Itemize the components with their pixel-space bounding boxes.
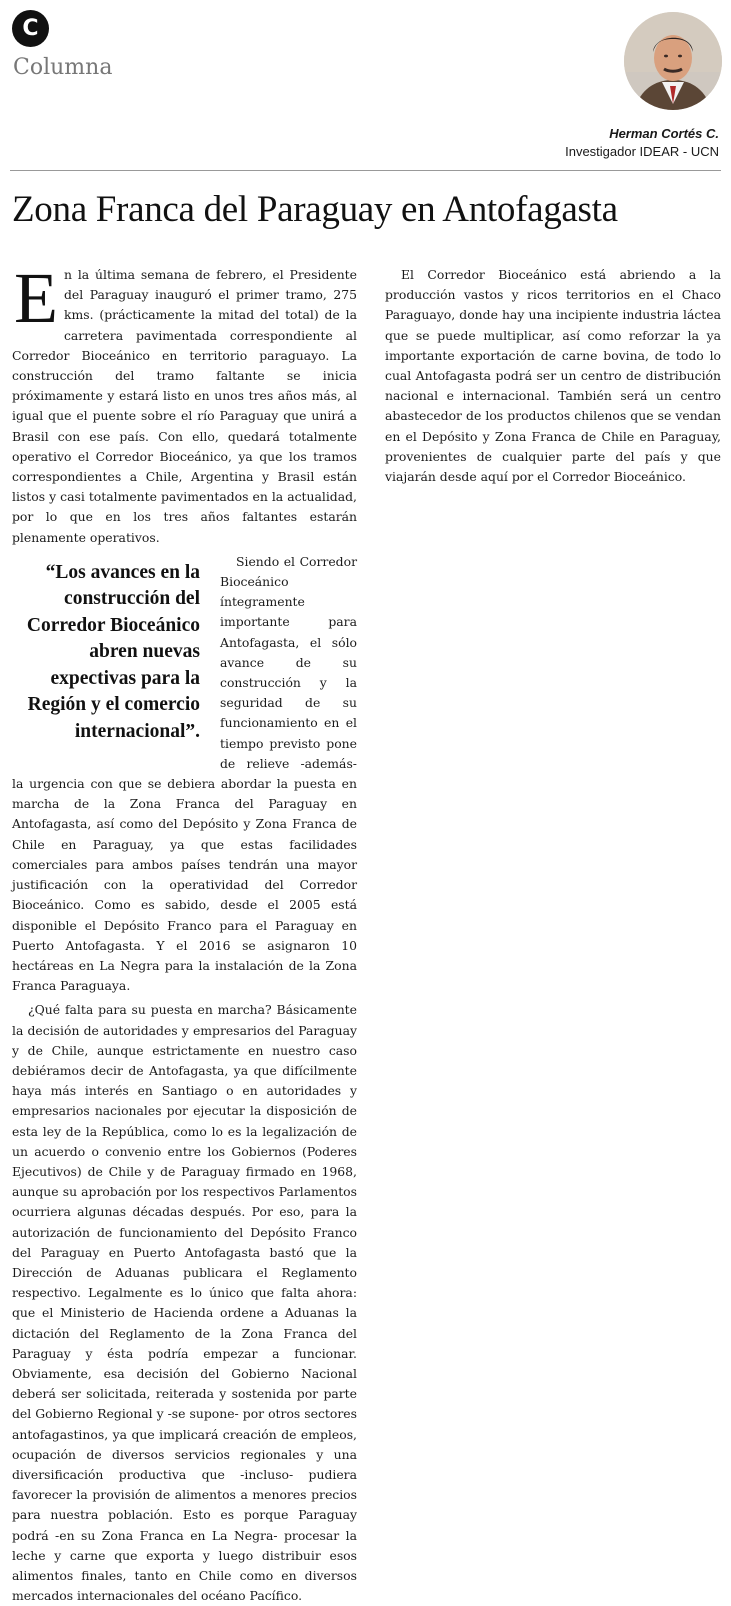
paragraph-4: El Corredor Bioceánico está abriendo a la producción vastos y ricos territorios en el Chaco Paraguayo, donde hay una incipiente industria láctea que se puede multiplicar, así como reforzar la ya importante exportación de carne bovina, de todo lo cual Antofagasta podrá ser un centro de distribución nacional e internacional. También será un centro abastecedor de los productos chilenos que se vendan en el Depósito y Zona Franca de Chile en Paraguay, provenientes de cualquier parte del país y que viajarán desde aquí por el Corredor Bioceánico.: [385, 267, 721, 485]
author-name: Herman Cortés C.: [609, 126, 719, 141]
article-column-left: [12, 258, 357, 1606]
author-role: Investigador IDEAR - UCN: [565, 144, 719, 159]
section-badge: C: [12, 10, 49, 47]
author-byline: [565, 125, 719, 161]
article-headline: Zona Franca del Paraguay en Antofagasta: [12, 189, 618, 230]
paragraph-1: [12, 258, 357, 548]
author-photo: [624, 12, 722, 110]
section-label: Columna: [13, 55, 113, 80]
paragraph-2-text: Siendo el Corredor Bioceánico íntegramente importante para Antofagasta, el sólo avance de su construcción y la seguridad de su funcionamiento en el tiempo previsto pone de relieve -además- la urgencia con que se debiera abordar la puesta en marcha de la Zona Franca del Paraguay en Antofagasta, así como del Depósito y Zona Franca de Chile en Paraguay, ya que estas facilidades comerciales para ambos países tendrán una mayor justificación con la operatividad del Corredor Bioceánico. Como es sabido, desde el 2005 está disponible el Depósito Franco para el Paraguay en Puerto Antofagasta. Y el 2016 se asignaron 10 hectáreas en La Negra para la instalación de la Zona Franca Paraguaya.: [12, 553, 357, 994]
drop-cap: E: [14, 258, 58, 338]
paragraph-1-text: n la última semana de febrero, el Presidente del Paraguay inauguró el primer tramo, 275 kms. (prácticamente la mitad del total) de la carretera pavimentada correspondiente al Corredor Bioceánico en territorio paraguayo. La construcción del tramo faltante se inicia próximamente y estará listo en unos tres años más, al igual que el puente sobre el río Paraguay que unirá a Brasil con ese país. Con ello, quedará totalmente operativo el Corredor Bioceánico, ya que los tramos correspondientes a Chile, Argentina y Brasil están listos y casi totalmente pavimentados en la actualidad, por lo que en los tres años faltantes estarán plenamente operativos.: [12, 267, 357, 545]
pull-quote: “Los avances en la construcción del Corredor Bioceánico abren nuevas expectivas para la Región y el comercio internacional”.: [26, 561, 200, 742]
header-divider: [10, 170, 721, 171]
paragraph-2: [12, 552, 357, 996]
paragraph-3: ¿Qué falta para su puesta en marcha? Básicamente la decisión de autoridades y empresarios del Paraguay y de Chile, aunque estrictamente en nuestro caso debiéramos decir de Antofagasta, ya que difícilmente haya más interés en Santiago o en autoridades y empresarios nacionales por ejecutar la disposición de esta ley de la República, como lo es la legalización de un acuerdo o convenio entre los Gobiernos (Poderes Ejecutivos) de Chile y de Paraguay firmado en 1968, aunque su aprobación por los respectivos Parlamentos ocurriera algunas décadas después. Por eso, para la autorización de funcionamiento del Depósito Franco del Paraguay en Puerto Antofagasta bastó que la Dirección de Aduanas publicara el Reglamento respectivo. Legalmente es lo único que falta ahora: que el Ministerio de Hacienda ordene a Aduanas la dictación del Reglamento de la Zona Franca del Paraguay y ésta podría empezar a funcionar. Obviamente, esa decisión del Gobierno Nacional deberá ser solicitada, reiterada y sostenida por parte del Gobierno Regional y -se supone- por otros sectores antofagastinos, ya que implicará creación de empleos, ocupación de diversos servicios regionales y una diversificación productiva que -incluso- pudiera favorecer la provisión de alimentos a menores precios para nuestra población. Esto es porque Paraguay podrá -en su Zona Franca en La Negra- procesar la leche y carne que exporta y luego distribuir esos alimentos finales, tanto en Chile como en diversos mercados internacionales del océano Pacífico.: [12, 1002, 357, 1604]
article-column-right: [385, 265, 721, 487]
